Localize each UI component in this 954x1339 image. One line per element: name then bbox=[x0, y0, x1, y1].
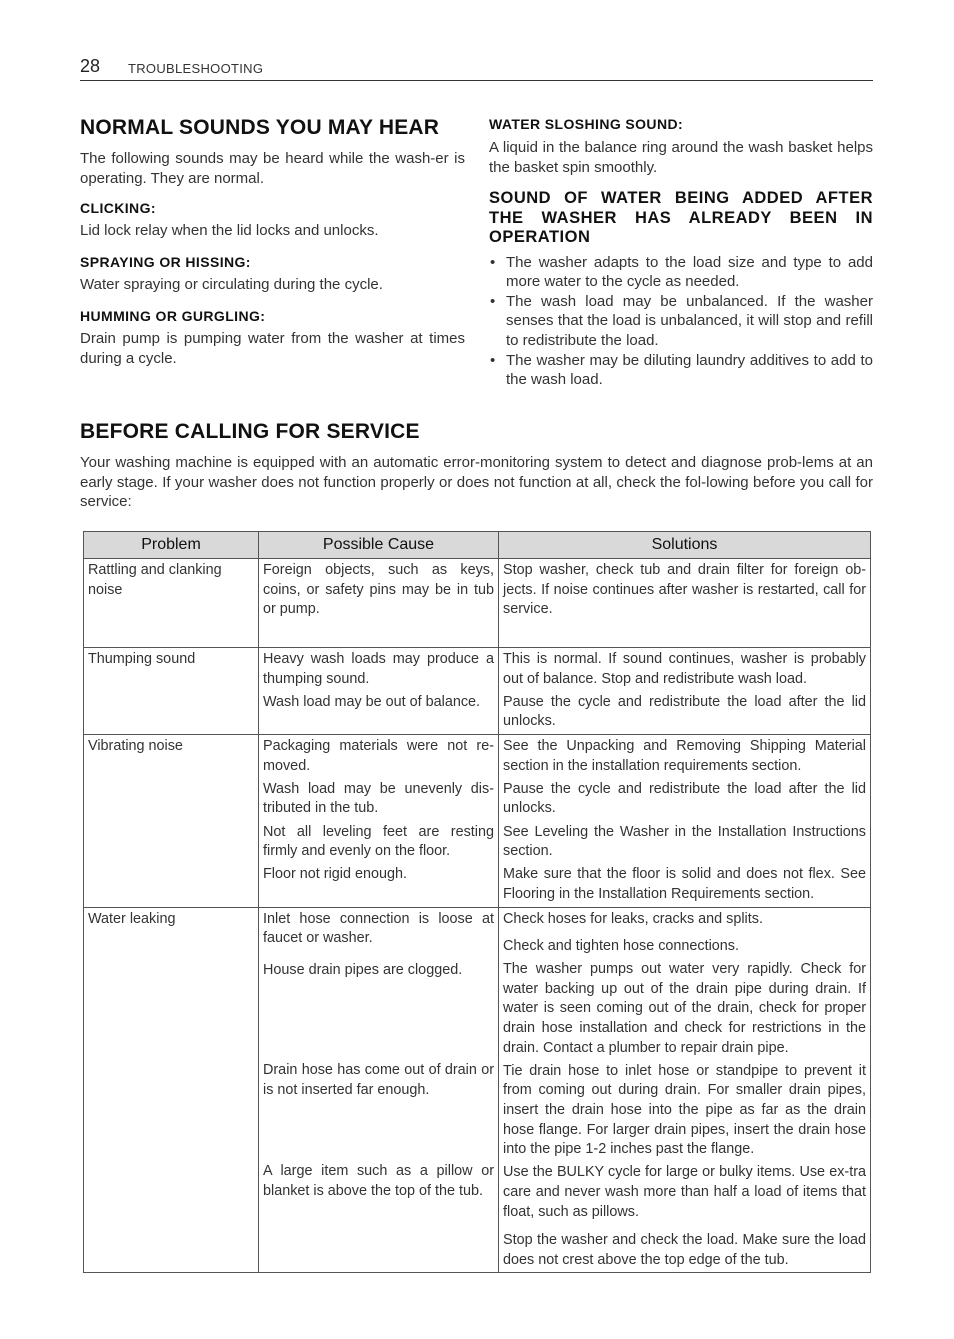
solution-cell bbox=[499, 907, 871, 1273]
sloshing-text: A liquid in the balance ring around the wash basket helps the basket spin smoothly. bbox=[489, 139, 873, 176]
cause-text: Floor not rigid enough. bbox=[263, 866, 407, 883]
solution-text: The washer pumps out water very rapidly. Check for water backing up out of the drain pipe during drain. If water is seen coming out of the drain, check for proper drain hose installation and check for restrictions in the drain. Contact a plumber to repair drain pipe. bbox=[503, 961, 866, 1056]
problem-text: Vibrating noise bbox=[88, 737, 183, 754]
cause-cell bbox=[259, 907, 499, 1273]
list-item: • The washer adapts to the load size and type to add more water to the cycle as needed. bbox=[489, 253, 873, 292]
cause-text: Wash load may be out of balance. bbox=[263, 693, 481, 710]
solution-text: See Leveling the Washer in the Installation Instructions section. bbox=[503, 823, 866, 860]
cause-text: Packaging materials were not re-moved. bbox=[263, 737, 494, 774]
cause-text: Inlet hose connection is loose at faucet or washer. bbox=[263, 910, 494, 947]
table-row bbox=[84, 734, 871, 907]
problem-text: Rattling and clanking noise bbox=[88, 562, 222, 598]
problem-cell bbox=[84, 559, 259, 648]
normal-sounds-section bbox=[80, 116, 465, 369]
service-section bbox=[80, 420, 873, 512]
cause-text: Drain hose has come out of drain or is not inserted far enough. bbox=[263, 1062, 494, 1098]
cause-text: Heavy wash loads may produce a thumping sound. bbox=[263, 651, 494, 687]
page-number: 28 bbox=[80, 56, 101, 76]
solution-text: Use the BULKY cycle for large or bulky items. Use ex-tra care and never wash more than half a load of items that float, such as pillows. bbox=[503, 1164, 866, 1220]
cause-text: A large item such as a pillow or blanket is above the top of the tub. bbox=[263, 1163, 494, 1200]
header-solutions: Solutions bbox=[499, 532, 871, 559]
solution-cell bbox=[499, 559, 871, 648]
service-intro: Your washing machine is equipped with an automatic error-monitoring system to detect and diagnose prob-lems at an early stage. If your washer does not function properly or does not function at all, check the fol-lowing before you call for service: bbox=[80, 454, 873, 511]
solution-text: See the Unpacking and Removing Shipping Material section in the installation requirements section. bbox=[503, 737, 866, 774]
solution-text: This is normal. If sound continues, washer is probably out of balance. Stop and redistribute wash load. bbox=[503, 651, 866, 687]
solution-cell bbox=[499, 734, 871, 907]
cause-cell bbox=[259, 734, 499, 907]
water-added-list bbox=[489, 253, 873, 390]
spraying-text: Water spraying or circulating during the cycle. bbox=[80, 275, 383, 293]
right-column bbox=[489, 116, 873, 390]
humming-heading: HUMMING OR GURGLING: bbox=[80, 308, 266, 325]
table-row bbox=[84, 907, 871, 1273]
header-possible-cause: Possible Cause bbox=[259, 532, 499, 559]
solution-text: Pause the cycle and redistribute the load after the lid unlocks. bbox=[503, 780, 866, 817]
problem-cell bbox=[84, 648, 259, 735]
table-row bbox=[84, 648, 871, 735]
list-item: • The wash load may be unbalanced. If the washer senses that the load is unbalanced, it will stop and refill to redistribute the load. bbox=[489, 292, 873, 351]
problem-text: Water leaking bbox=[88, 910, 176, 927]
problem-cell bbox=[84, 907, 259, 1273]
solution-text: Make sure that the floor is solid and does not flex. See Flooring in the Installation Requirements section. bbox=[503, 866, 866, 902]
cause-text: Not all leveling feet are resting firmly and evenly on the floor. bbox=[263, 823, 494, 860]
list-item: • The washer may be diluting laundry additives to add to the wash load. bbox=[489, 351, 873, 390]
clicking-text: Lid lock relay when the lid locks and unlocks. bbox=[80, 222, 379, 240]
section-name: TROUBLESHOOTING bbox=[128, 61, 264, 76]
service-title: BEFORE CALLING FOR SERVICE bbox=[80, 420, 420, 443]
table-row bbox=[84, 559, 871, 648]
cause-text: House drain pipes are clogged. bbox=[263, 961, 463, 978]
cause-text: Wash load may be unevenly dis-tributed in the tub. bbox=[263, 780, 494, 817]
humming-text: Drain pump is pumping water from the washer at times during a cycle. bbox=[80, 330, 465, 367]
spraying-heading: SPRAYING OR HISSING: bbox=[80, 253, 251, 270]
water-added-heading: SOUND OF WATER BEING ADDED AFTER THE WASHER HAS ALREADY BEEN IN OPERATION bbox=[489, 189, 873, 247]
header-problem: Problem bbox=[84, 532, 259, 559]
normal-sounds-title: NORMAL SOUNDS YOU MAY HEAR bbox=[80, 116, 440, 139]
clicking-heading: CLICKING: bbox=[80, 200, 156, 217]
solution-text: Check hoses for leaks, cracks and splits. bbox=[503, 910, 763, 927]
cause-text: Foreign objects, such as keys, coins, or safety pins may be in tub or pump. bbox=[263, 562, 494, 618]
page-header bbox=[80, 56, 873, 81]
solution-text: Pause the cycle and redistribute the load after the lid unlocks. bbox=[503, 693, 866, 730]
problem-cell bbox=[84, 734, 259, 907]
cause-cell bbox=[259, 559, 499, 648]
solution-text: Stop washer, check tub and drain filter for foreign ob-jects. If noise continues after washer is restarted, call for service. bbox=[503, 562, 866, 618]
problem-text: Thumping sound bbox=[88, 651, 196, 667]
solution-text: Tie drain hose to inlet hose or standpipe to prevent it from coming out during drain. For smaller drain pipes, insert the drain hose into the pipe as far as the drain hose flange. For larger drain pipes, insert the drain hose into the pipe 1-2 inches past the flange. bbox=[503, 1062, 866, 1158]
cause-cell bbox=[259, 648, 499, 735]
solution-cell bbox=[499, 648, 871, 735]
sloshing-heading: WATER SLOSHING SOUND: bbox=[489, 116, 684, 132]
troubleshooting-table bbox=[83, 531, 871, 1273]
normal-sounds-intro: The following sounds may be heard while the wash-er is operating. They are normal. bbox=[80, 150, 465, 187]
solution-text: Stop the washer and check the load. Make sure the load does not crest above the top edge of the tub. bbox=[503, 1232, 866, 1268]
table-header-row bbox=[84, 532, 871, 559]
solution-text: Check and tighten hose connections. bbox=[503, 938, 740, 955]
